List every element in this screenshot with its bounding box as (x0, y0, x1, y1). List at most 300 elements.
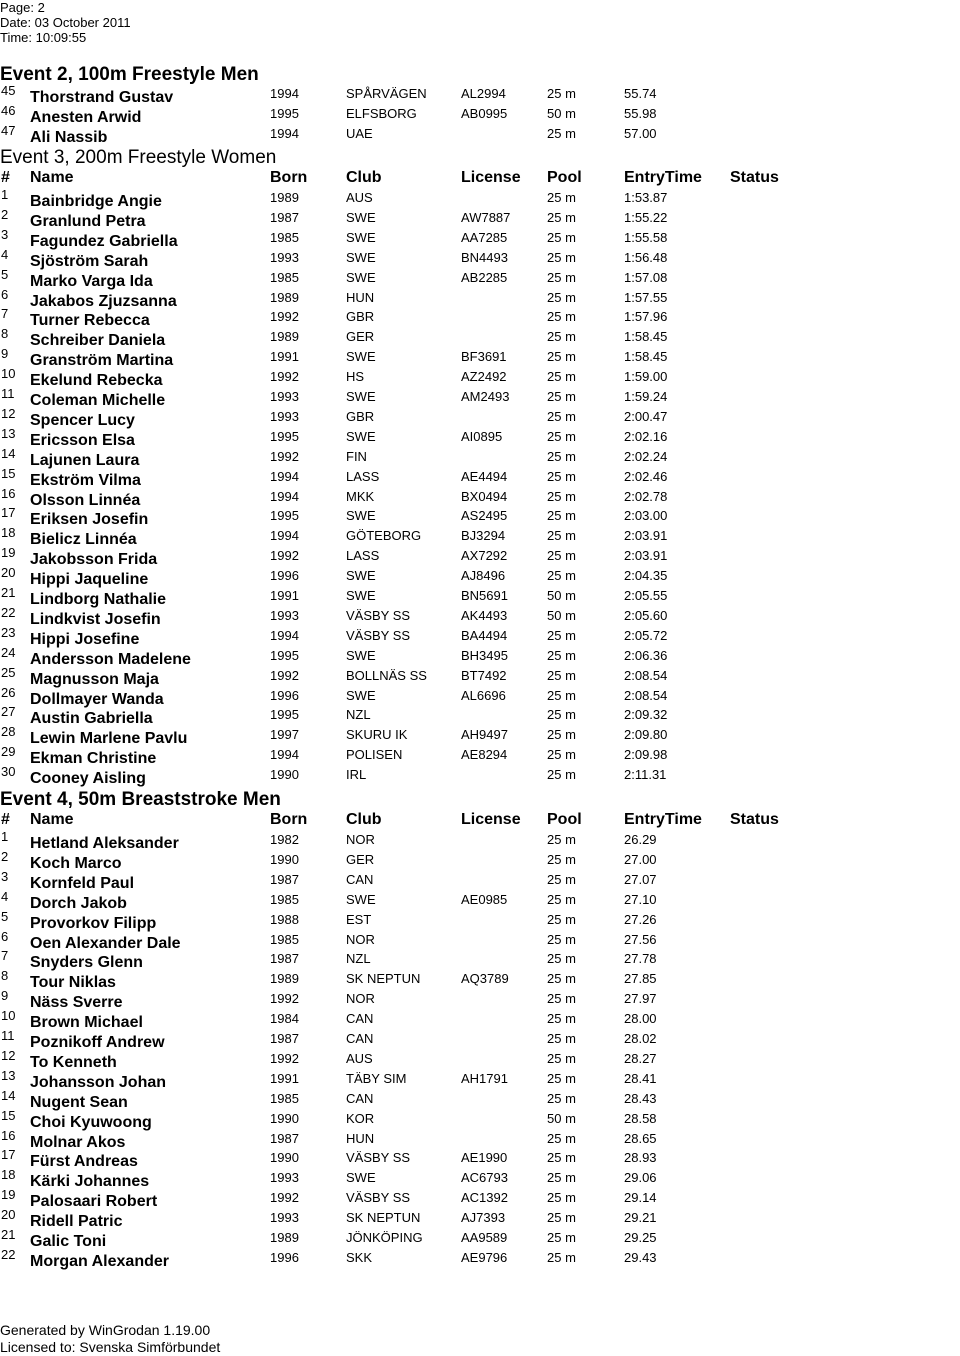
column-header-pool: Pool (547, 811, 582, 828)
club-name: SWE (346, 588, 376, 603)
birth-year: 1990 (270, 851, 299, 867)
birth-year: 1991 (270, 588, 299, 603)
pool-length: 25 m (547, 349, 576, 365)
license-id: AA7285 (461, 229, 508, 245)
birth-year: 1987 (270, 871, 299, 887)
license-id: AW7887 (461, 209, 511, 225)
club-name: LASS (346, 468, 380, 484)
entry-time: 2:03.91 (624, 528, 668, 544)
club-name: CAN (346, 1011, 374, 1027)
license-id: BT7492 (461, 667, 507, 683)
column-header-club: Club (346, 169, 382, 186)
club-name: IRL (346, 767, 367, 783)
entry-row (0, 684, 960, 708)
entry-row (0, 527, 960, 547)
swimmer-name: Dollmayer Wanda (30, 690, 164, 708)
entry-time: 2:05.55 (624, 588, 668, 603)
birth-year: 1994 (270, 86, 299, 101)
entry-number: 5 (1, 266, 9, 282)
entry-row (0, 950, 960, 970)
swimmer-name: Ekelund Rebecka (30, 372, 163, 390)
swimmer-name: Austin Gabriella (30, 710, 153, 728)
event-title: Event 3, 200m Freestyle Women (0, 147, 277, 168)
entry-time: 2:02.16 (624, 428, 668, 444)
entry-row (0, 1169, 960, 1189)
swimmer-name: Jakobsson Frida (30, 551, 158, 569)
pool-length: 25 m (547, 767, 576, 783)
birth-year: 1994 (270, 528, 299, 544)
entry-time: 2:02.24 (624, 448, 668, 464)
pool-length: 25 m (547, 548, 576, 564)
club-name: NOR (346, 832, 375, 847)
entry-time: 55.98 (624, 105, 657, 121)
license-id: AE1990 (461, 1150, 508, 1166)
club-name: HUN (346, 289, 375, 305)
column-header-entry-time: EntryTime (624, 811, 702, 828)
entry-number: 4 (1, 888, 9, 904)
entry-number: 26 (1, 684, 16, 700)
birth-year: 1994 (270, 125, 299, 141)
pool-length: 25 m (547, 389, 576, 404)
club-name: CAN (346, 1031, 374, 1046)
entry-row (0, 706, 960, 726)
swimmer-name: Ali Nassib (30, 128, 108, 146)
entry-row (0, 405, 960, 429)
birth-year: 1992 (270, 309, 299, 325)
swimmer-name: To Kenneth (30, 1053, 117, 1071)
birth-year: 1992 (270, 1190, 299, 1206)
column-header-name: Name (30, 169, 74, 186)
club-name: SWE (346, 389, 376, 404)
club-name: GÖTEBORG (346, 528, 422, 544)
pool-length: 25 m (547, 971, 576, 987)
entry-row (0, 908, 960, 932)
entry-time: 2:02.46 (624, 468, 668, 484)
entry-row (0, 1189, 960, 1209)
entry-number: 17 (1, 1147, 16, 1163)
pool-length: 25 m (547, 1150, 576, 1166)
pool-length: 25 m (547, 369, 576, 385)
column-header-status: Status (730, 169, 779, 186)
swimmer-name: Marko Varga Ida (30, 272, 153, 290)
swimmer-name: Ridell Patric (30, 1213, 123, 1231)
pool-length: 25 m (547, 249, 576, 265)
entry-time: 28.58 (624, 1110, 657, 1126)
pool-length: 25 m (547, 871, 576, 887)
entry-row (0, 328, 960, 348)
birth-year: 1992 (270, 991, 299, 1007)
entry-time: 28.41 (624, 1070, 657, 1086)
entry-number: 23 (1, 624, 16, 640)
club-name: NOR (346, 931, 375, 947)
entry-row (0, 246, 960, 270)
license-id: BA4494 (461, 627, 508, 643)
entry-number: 11 (1, 386, 15, 401)
pool-length: 25 m (547, 209, 576, 225)
birth-year: 1993 (270, 607, 299, 623)
entry-row (0, 547, 960, 567)
swimmer-name: Cooney Aisling (30, 770, 146, 788)
swimmer-name: Hippi Jaqueline (30, 571, 149, 589)
birth-year: 1993 (270, 1170, 299, 1186)
entry-row (0, 567, 960, 587)
pool-length: 25 m (547, 1011, 576, 1027)
pool-length: 25 m (547, 727, 576, 743)
club-name: LASS (346, 548, 380, 564)
entry-row (0, 445, 960, 469)
entry-row (0, 604, 960, 628)
club-name: TÄBY SIM (346, 1070, 407, 1086)
club-name: SWE (346, 647, 376, 663)
print-date: Date: 03 October 2011 (0, 15, 131, 30)
birth-year: 1989 (270, 1230, 299, 1245)
license-id: AC1392 (461, 1190, 508, 1206)
entry-row (0, 848, 960, 872)
entry-number: 16 (1, 1127, 16, 1143)
pool-length: 25 m (547, 528, 576, 544)
entry-row (0, 970, 960, 990)
birth-year: 1989 (270, 329, 299, 345)
swimmer-name: Galic Toni (30, 1233, 107, 1250)
birth-year: 1987 (270, 1031, 299, 1046)
club-name: FIN (346, 448, 367, 464)
swimmer-name: Poznikoff Andrew (30, 1034, 165, 1051)
entry-time: 2:06.36 (624, 647, 668, 663)
swimmer-name: Hetland Aleksander (30, 835, 179, 852)
entry-number: 12 (1, 1047, 16, 1063)
swimmer-name: Näss Sverre (30, 994, 123, 1012)
entry-number: 2 (1, 848, 9, 864)
club-name: SWE (346, 249, 376, 265)
pool-length: 25 m (547, 911, 576, 927)
page-number: Page: 2 (0, 0, 45, 15)
entry-time: 29.25 (624, 1230, 657, 1245)
club-name: NZL (346, 951, 371, 967)
entry-time: 27.56 (624, 931, 657, 947)
entry-row (0, 206, 960, 230)
entry-number: 4 (1, 246, 9, 262)
column-header-pool: Pool (547, 169, 582, 186)
entry-row (0, 1229, 960, 1249)
entry-time: 1:58.45 (624, 349, 668, 365)
entry-row (0, 226, 960, 250)
pool-length: 25 m (547, 1249, 576, 1265)
entry-number: 10 (1, 366, 16, 382)
entry-time: 1:58.45 (624, 329, 668, 345)
swimmer-name: Fagundez Gabriella (30, 232, 178, 250)
entry-time: 2:08.54 (624, 687, 668, 703)
swimmer-name: Magnusson Maja (30, 670, 159, 688)
license-id: AH1791 (461, 1070, 508, 1086)
birth-year: 1987 (270, 1130, 299, 1146)
club-name: NOR (346, 991, 375, 1007)
entry-number: 20 (1, 565, 16, 581)
pool-length: 25 m (547, 647, 576, 663)
entry-row (0, 868, 960, 892)
club-name: SWE (346, 269, 376, 285)
entry-row (0, 746, 960, 766)
swimmer-name: Spencer Lucy (30, 411, 135, 429)
entry-number: 47 (1, 122, 16, 138)
entry-row (0, 1030, 960, 1050)
entry-number: 14 (1, 445, 16, 461)
birth-year: 1992 (270, 667, 299, 683)
club-name: SWE (346, 508, 376, 524)
pool-length: 25 m (547, 408, 576, 424)
club-name: BOLLNÄS SS (346, 667, 427, 683)
swimmer-name: Lewin Marlene Pavlu (30, 730, 188, 748)
entry-number: 30 (1, 764, 16, 780)
entry-row (0, 368, 960, 388)
entry-number: 9 (1, 346, 9, 362)
entry-time: 27.97 (624, 991, 657, 1007)
birth-year: 1985 (270, 269, 299, 285)
license-id: AL2994 (461, 86, 506, 101)
license-id: BJ3294 (461, 528, 506, 544)
entry-time: 28.43 (624, 1090, 657, 1106)
entry-number: 21 (1, 585, 16, 600)
entry-number: 28 (1, 724, 16, 740)
licensed-to: Licensed to: Svenska Simförbundet (0, 1339, 221, 1355)
club-name: SPÅRVÄGEN (346, 86, 427, 101)
entry-time: 26.29 (624, 832, 657, 847)
birth-year: 1985 (270, 1090, 299, 1106)
license-id: AQ3789 (461, 971, 509, 987)
entry-row (0, 425, 960, 449)
entry-row (0, 990, 960, 1010)
birth-year: 1989 (270, 289, 299, 305)
swimmer-name: Lajunen Laura (30, 451, 140, 469)
birth-year: 1996 (270, 568, 299, 584)
license-id: AE9796 (461, 1249, 508, 1265)
entry-number: 46 (1, 102, 16, 118)
swimmer-name: Morgan Alexander (30, 1252, 169, 1270)
swimmer-name: Tour Niklas (30, 974, 116, 992)
page-footer (0, 1322, 220, 1356)
swimmer-name: Andersson Madelene (30, 650, 191, 668)
entry-number: 18 (1, 1167, 16, 1183)
swimmer-name: Bainbridge Angie (30, 193, 162, 210)
entry-time: 1:53.87 (624, 190, 668, 205)
birth-year: 1994 (270, 627, 299, 643)
license-id: AJ7393 (461, 1210, 506, 1226)
birth-year: 1995 (270, 647, 299, 663)
entry-row (0, 1246, 960, 1270)
swimmer-name: Brown Michael (30, 1014, 143, 1032)
swimmer-name: Sjöström Sarah (30, 252, 149, 270)
birth-year: 1996 (270, 687, 299, 703)
entry-number: 7 (1, 948, 9, 964)
entry-time: 27.26 (624, 911, 657, 927)
pool-length: 25 m (547, 707, 576, 723)
pool-length: 25 m (547, 229, 576, 245)
entry-row (0, 1047, 960, 1071)
birth-year: 1992 (270, 548, 299, 564)
pool-length: 25 m (547, 329, 576, 345)
club-name: SK NEPTUN (346, 1210, 421, 1226)
club-name: SWE (346, 428, 376, 444)
column-header-born: Born (270, 169, 308, 186)
entry-number: 17 (1, 505, 16, 521)
birth-year: 1994 (270, 468, 299, 484)
pool-length: 25 m (547, 891, 576, 907)
entry-row (0, 266, 960, 290)
pool-length: 25 m (547, 832, 576, 847)
entry-number: 13 (1, 425, 16, 441)
entry-time: 1:55.22 (624, 209, 668, 225)
entry-number: 6 (1, 286, 9, 302)
birth-year: 1992 (270, 1050, 299, 1066)
birth-year: 1993 (270, 249, 299, 265)
club-name: SWE (346, 1170, 376, 1186)
club-name: SWE (346, 229, 376, 245)
license-id: BX0494 (461, 488, 508, 504)
column-header-entry-time: EntryTime (624, 169, 702, 186)
pool-length: 25 m (547, 468, 576, 484)
entry-time: 27.07 (624, 871, 657, 887)
column-header-club: Club (346, 811, 382, 828)
entry-row (0, 664, 960, 688)
swimmer-name: Palosaari Robert (30, 1193, 158, 1211)
entry-number: 29 (1, 744, 16, 760)
pool-length: 25 m (547, 1190, 576, 1206)
club-name: MKK (346, 488, 375, 504)
club-name: POLISEN (346, 747, 403, 763)
pool-length: 25 m (547, 747, 576, 763)
club-name: SWE (346, 687, 376, 703)
column-header-license: License (461, 169, 521, 186)
swimmer-name: Ekström Vilma (30, 471, 141, 489)
entry-number: 13 (1, 1067, 16, 1083)
pool-length: 25 m (547, 1090, 576, 1106)
column-header-num: # (1, 811, 10, 828)
club-name: SWE (346, 209, 376, 225)
entry-number: 2 (1, 206, 9, 222)
entry-number: 12 (1, 405, 16, 421)
club-name: CAN (346, 871, 374, 887)
entry-row (0, 1067, 960, 1091)
birth-year: 1988 (270, 911, 299, 927)
pool-length: 25 m (547, 991, 576, 1007)
swimmer-name: Kornfeld Paul (30, 874, 135, 892)
entry-time: 1:57.08 (624, 269, 668, 285)
entry-time: 57.00 (624, 125, 657, 141)
entry-time: 2:00.47 (624, 408, 668, 424)
swimmer-name: Oen Alexander Dale (30, 934, 181, 952)
entry-number: 5 (1, 908, 9, 924)
pool-length: 25 m (547, 289, 576, 305)
entry-time: 1:56.48 (624, 249, 668, 265)
entry-number: 45 (1, 83, 16, 98)
entry-row (0, 485, 960, 509)
entry-time: 55.74 (624, 86, 657, 101)
entry-row (0, 348, 960, 368)
entry-row (0, 888, 960, 912)
birth-year: 1989 (270, 190, 299, 205)
pool-length: 25 m (547, 931, 576, 947)
birth-year: 1996 (270, 1249, 299, 1265)
birth-year: 1990 (270, 767, 299, 783)
birth-year: 1985 (270, 891, 299, 907)
swimmer-name: Bielicz Linnéa (30, 531, 137, 549)
entry-time: 2:08.54 (624, 667, 668, 683)
column-header-row (0, 811, 960, 833)
license-id: AE8294 (461, 747, 508, 763)
entry-time: 27.85 (624, 971, 657, 987)
entry-time: 1:57.55 (624, 289, 668, 305)
swimmer-name: Lindkvist Josefin (30, 610, 161, 628)
pool-length: 25 m (547, 1070, 576, 1086)
entry-row (0, 726, 960, 746)
license-id: AH9497 (461, 727, 508, 743)
birth-year: 1987 (270, 209, 299, 225)
entry-row (0, 507, 960, 527)
entry-time: 28.02 (624, 1031, 657, 1046)
pool-length: 25 m (547, 309, 576, 325)
column-header-born: Born (270, 811, 308, 828)
swimmer-name: Choi Kyuwoong (30, 1113, 152, 1131)
entry-number: 3 (1, 226, 9, 242)
club-name: GBR (346, 408, 375, 424)
column-header-row (0, 169, 960, 191)
birth-year: 1994 (270, 488, 299, 504)
birth-year: 1990 (270, 1150, 299, 1166)
club-name: SKURU IK (346, 727, 408, 743)
entry-number: 20 (1, 1207, 16, 1223)
club-name: VÄSBY SS (346, 627, 411, 643)
entry-time: 29.21 (624, 1210, 657, 1226)
pool-length: 50 m (547, 105, 576, 121)
pool-length: 50 m (547, 607, 576, 623)
club-name: HS (346, 369, 365, 385)
pool-length: 25 m (547, 568, 576, 584)
club-name: SWE (346, 349, 376, 365)
entry-time: 29.14 (624, 1190, 657, 1206)
entry-time: 27.78 (624, 951, 657, 967)
birth-year: 1995 (270, 428, 299, 444)
entry-time: 28.27 (624, 1050, 657, 1066)
entry-row (0, 624, 960, 648)
entry-number: 6 (1, 928, 9, 944)
entry-number: 19 (1, 545, 16, 561)
entry-row (0, 85, 960, 105)
pool-length: 25 m (547, 448, 576, 464)
birth-year: 1984 (270, 1011, 299, 1027)
pool-length: 25 m (547, 125, 576, 141)
entry-number: 18 (1, 525, 16, 541)
club-name: GBR (346, 309, 375, 325)
entry-number: 22 (1, 1246, 16, 1262)
license-id: AA9589 (461, 1230, 508, 1245)
column-header-num: # (1, 169, 10, 186)
swimmer-name: Dorch Jakob (30, 894, 127, 912)
entry-time: 28.00 (624, 1011, 657, 1027)
entry-row (0, 388, 960, 408)
birth-year: 1990 (270, 1110, 299, 1126)
license-id: AI0895 (461, 428, 503, 444)
birth-year: 1994 (270, 747, 299, 763)
entry-number: 24 (1, 644, 16, 660)
birth-year: 1992 (270, 369, 299, 385)
club-name: NZL (346, 707, 371, 723)
entry-number: 15 (1, 465, 16, 481)
license-id: AL6696 (461, 687, 506, 703)
swimmer-name: Thorstrand Gustav (30, 89, 174, 106)
entry-number: 10 (1, 1008, 16, 1024)
entry-row (0, 1149, 960, 1169)
birth-year: 1989 (270, 971, 299, 987)
swimmer-name: Nugent Sean (30, 1093, 128, 1111)
